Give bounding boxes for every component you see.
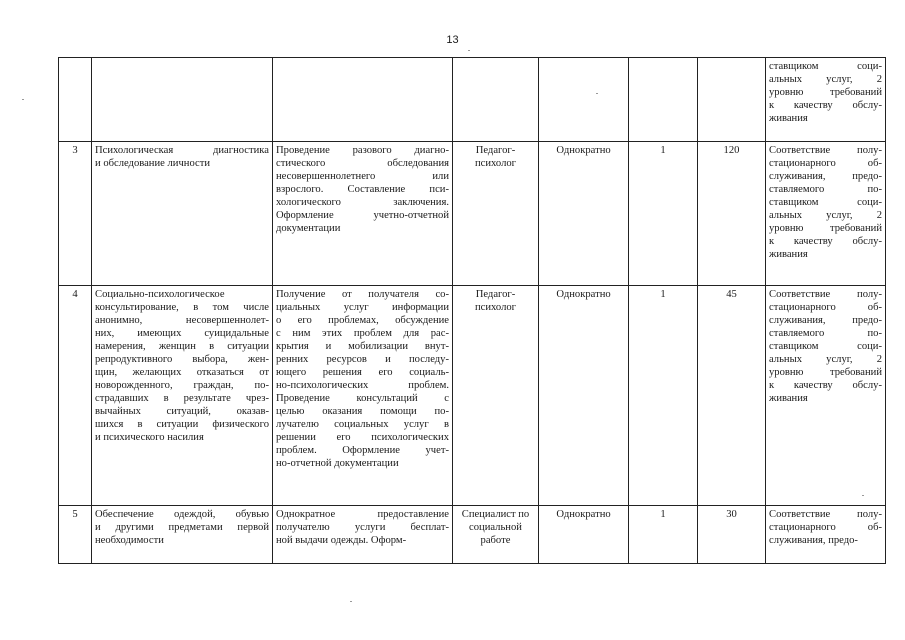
desc-line: но-психологических проблем. xyxy=(276,380,449,391)
cell-desc xyxy=(273,506,453,564)
desc-line: документации xyxy=(276,223,341,234)
quality-line: живания xyxy=(769,113,808,124)
quality-line: ставщиком соци- xyxy=(769,61,882,72)
name-line: новорожденного, граждан, по- xyxy=(95,380,269,391)
desc-line: лучателю социальных услуг в xyxy=(276,419,449,430)
quality-line: ставщиком соци- xyxy=(769,341,882,352)
name-line: намерения, женщин в ситуации xyxy=(95,341,269,352)
desc-line: о его проблемах, обсуждение xyxy=(276,315,449,326)
name-line: Психологическая диагностика xyxy=(95,145,269,156)
cell-period: Однократно xyxy=(539,286,629,506)
services-table xyxy=(58,57,886,564)
name-line: страдавших в результате чрез- xyxy=(95,393,269,404)
quality-line: Соответствие полу- xyxy=(769,289,882,300)
quality-line: живания xyxy=(769,393,808,404)
executor-line: Педагог- xyxy=(475,289,516,300)
cell-period: Однократно xyxy=(539,142,629,286)
cell-time xyxy=(698,58,766,142)
cell-executor xyxy=(453,286,539,506)
cell-volume: 1 xyxy=(629,142,698,286)
quality-line: служивания, предо- xyxy=(769,315,882,326)
executor-line: Педагог- xyxy=(475,145,516,156)
cell-desc xyxy=(273,142,453,286)
desc-line: крытия и мобилизации внут- xyxy=(276,341,449,352)
desc-line: взрослого. Составление пси- xyxy=(276,184,449,195)
name-line: необходимости xyxy=(95,535,164,546)
desc-line: хологического заключения. xyxy=(276,197,449,208)
executor-line: социальной xyxy=(469,522,522,533)
table-row xyxy=(59,286,886,506)
quality-line: служивания, предо- xyxy=(769,535,858,546)
name-line: вычайных ситуаций, оказав- xyxy=(95,406,269,417)
cell-period: Однократно xyxy=(539,506,629,564)
desc-line: Проведение разового диагно- xyxy=(276,145,449,156)
name-line: консультирование, в том числе xyxy=(95,302,269,313)
cell-num: 3 xyxy=(59,142,92,286)
desc-line: проблем. Оформление учет- xyxy=(276,445,449,456)
quality-line: к качеству обслу- xyxy=(769,380,882,391)
name-line: и другими предметами первой xyxy=(95,522,269,533)
desc-line: получателю услуги бесплат- xyxy=(276,522,449,533)
name-line: шихся в ситуации физического xyxy=(95,419,269,430)
name-line: и психического насилия xyxy=(95,432,204,443)
desc-line: ющего решения его социаль- xyxy=(276,367,449,378)
name-line: репродуктивного выбора, жен- xyxy=(95,354,269,365)
name-line: щин, желающих отказаться от xyxy=(95,367,269,378)
quality-line: к качеству обслу- xyxy=(769,236,882,247)
cell-volume xyxy=(629,58,698,142)
cell-volume: 1 xyxy=(629,286,698,506)
quality-line: уровню требований xyxy=(769,367,882,378)
quality-line: Соответствие полу- xyxy=(769,145,882,156)
page-number: 13 xyxy=(446,34,459,46)
desc-line: Проведение консультаций с xyxy=(276,393,449,404)
quality-line: к качеству обслу- xyxy=(769,100,882,111)
desc-line: Получение от получателя со- xyxy=(276,289,449,300)
desc-line: Оформление учетно-отчетной xyxy=(276,210,449,221)
quality-line: Соответствие полу- xyxy=(769,509,882,520)
quality-line: служивания, предо- xyxy=(769,171,882,182)
desc-line: но-отчетной документации xyxy=(276,458,399,469)
desc-line: несовершеннолетнего или xyxy=(276,171,449,182)
cell-time: 45 xyxy=(698,286,766,506)
cell-quality xyxy=(766,286,886,506)
table-row-continuation xyxy=(59,58,886,142)
cell-executor xyxy=(453,142,539,286)
cell-name xyxy=(92,286,273,506)
cell-executor xyxy=(453,58,539,142)
quality-line: уровню требований xyxy=(769,223,882,234)
cell-executor xyxy=(453,506,539,564)
name-line: Социально-психологическое xyxy=(95,289,225,300)
name-line: и обследование личности xyxy=(95,158,211,169)
desc-line: ной выдачи одежды. Оформ- xyxy=(276,535,407,546)
cell-name xyxy=(92,506,273,564)
desc-line: циальных услуг информации xyxy=(276,302,449,313)
cell-time: 30 xyxy=(698,506,766,564)
cell-volume: 1 xyxy=(629,506,698,564)
table-row xyxy=(59,506,886,564)
quality-line: стационарного об- xyxy=(769,158,882,169)
quality-line: ставщиком соци- xyxy=(769,197,882,208)
quality-line: стационарного об- xyxy=(769,302,882,313)
desc-line: с ним этих проблем для рас- xyxy=(276,328,449,339)
cell-desc xyxy=(273,286,453,506)
table-row xyxy=(59,142,886,286)
cell-num: 4 xyxy=(59,286,92,506)
cell-quality xyxy=(766,506,886,564)
desc-line: стического обследования xyxy=(276,158,449,169)
executor-line: психолог xyxy=(474,302,517,313)
cell-desc xyxy=(273,58,453,142)
quality-line: стационарного об- xyxy=(769,522,882,533)
quality-line: ставляемого по- xyxy=(769,184,882,195)
executor-line: работе xyxy=(480,535,511,546)
cell-num xyxy=(59,58,92,142)
name-line: Обеспечение одеждой, обувью xyxy=(95,509,269,520)
name-line: них, имеющих суицидальные xyxy=(95,328,269,339)
quality-line: альных услуг, 2 xyxy=(769,354,882,365)
cell-quality xyxy=(766,58,886,142)
cell-quality xyxy=(766,142,886,286)
cell-name xyxy=(92,58,273,142)
quality-line: альных услуг, 2 xyxy=(769,74,882,85)
cell-period xyxy=(539,58,629,142)
cell-num: 5 xyxy=(59,506,92,564)
quality-line: ставляемого по- xyxy=(769,328,882,339)
desc-line: решении его психологических xyxy=(276,432,449,443)
desc-line: целью оказания помощи по- xyxy=(276,406,449,417)
desc-line: ренних ресурсов и последу- xyxy=(276,354,449,365)
name-line: анонимно, несовершеннолет- xyxy=(95,315,269,326)
executor-line: психолог xyxy=(474,158,517,169)
executor-line: Специалист по xyxy=(461,509,530,520)
quality-line: альных услуг, 2 xyxy=(769,210,882,221)
quality-line: уровню требований xyxy=(769,87,882,98)
cell-time: 120 xyxy=(698,142,766,286)
desc-line: Однократное предоставление xyxy=(276,509,449,520)
cell-name xyxy=(92,142,273,286)
quality-line: живания xyxy=(769,249,808,260)
